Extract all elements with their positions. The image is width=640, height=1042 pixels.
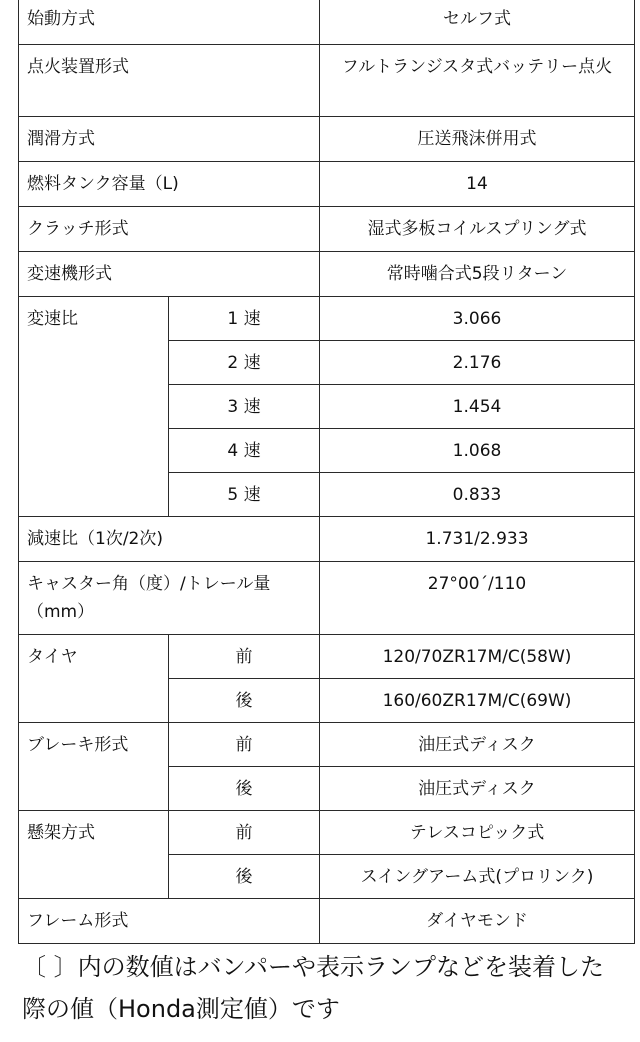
table-row [19,297,635,341]
spec-value: 1.731/2.933 [320,517,635,562]
table-row [19,562,635,635]
spec-table [18,0,635,944]
table-row [19,117,635,162]
spec-label: 点火装置形式 [19,45,320,117]
table-row [19,252,635,297]
spec-label: 変速比 [19,297,169,517]
gear-value: 2.176 [320,341,635,385]
gear-value: 3.066 [320,297,635,341]
front-label: 前 [169,811,320,855]
gear-label: 4 速 [169,429,320,473]
front-label: 前 [169,635,320,679]
spec-value: スイングアーム式(プロリンク) [320,855,635,899]
spec-value: 27°00´/110 [320,562,635,635]
spec-label: フレーム形式 [19,899,320,944]
table-row [19,517,635,562]
table-row [19,45,635,117]
spec-value: 160/60ZR17M/C(69W) [320,679,635,723]
spec-label: ブレーキ形式 [19,723,169,811]
rear-label: 後 [169,855,320,899]
spec-label: 変速機形式 [19,252,320,297]
spec-label: 燃料タンク容量（L) [19,162,320,207]
rear-label: 後 [169,767,320,811]
table-row [19,723,635,767]
table-row [19,899,635,944]
spec-label: 懸架方式 [19,811,169,899]
rear-label: 後 [169,679,320,723]
spec-value: 120/70ZR17M/C(58W) [320,635,635,679]
spec-value: 油圧式ディスク [320,767,635,811]
spec-value: ダイヤモンド [320,899,635,944]
spec-value: 常時噛合式5段リターン [320,252,635,297]
table-row [19,207,635,252]
gear-value: 1.068 [320,429,635,473]
spec-value: テレスコピック式 [320,811,635,855]
spec-label: クラッチ形式 [19,207,320,252]
gear-value: 0.833 [320,473,635,517]
spec-value: 油圧式ディスク [320,723,635,767]
spec-value: 湿式多板コイルスプリング式 [320,207,635,252]
table-row [19,811,635,855]
spec-value: フルトランジスタ式バッテリー点火 [320,45,635,117]
spec-label: キャスター角（度）/トレール量（mm） [19,562,320,635]
gear-value: 1.454 [320,385,635,429]
table-row [19,162,635,207]
table-row [19,0,635,45]
gear-label: 5 速 [169,473,320,517]
spec-label: タイヤ [19,635,169,723]
gear-label: 1 速 [169,297,320,341]
spec-value: セルフ式 [320,0,635,45]
front-label: 前 [169,723,320,767]
table-row [19,635,635,679]
spec-label: 減速比（1次/2次) [19,517,320,562]
spec-value: 14 [320,162,635,207]
footnote: 〔 〕内の数値はバンパーや表示ランプなどを装着した際の値（Honda測定値）です [22,953,604,1023]
spec-value: 圧送飛沫併用式 [320,117,635,162]
spec-label: 潤滑方式 [19,117,320,162]
gear-label: 3 速 [169,385,320,429]
spec-label: 始動方式 [19,0,320,45]
gear-label: 2 速 [169,341,320,385]
